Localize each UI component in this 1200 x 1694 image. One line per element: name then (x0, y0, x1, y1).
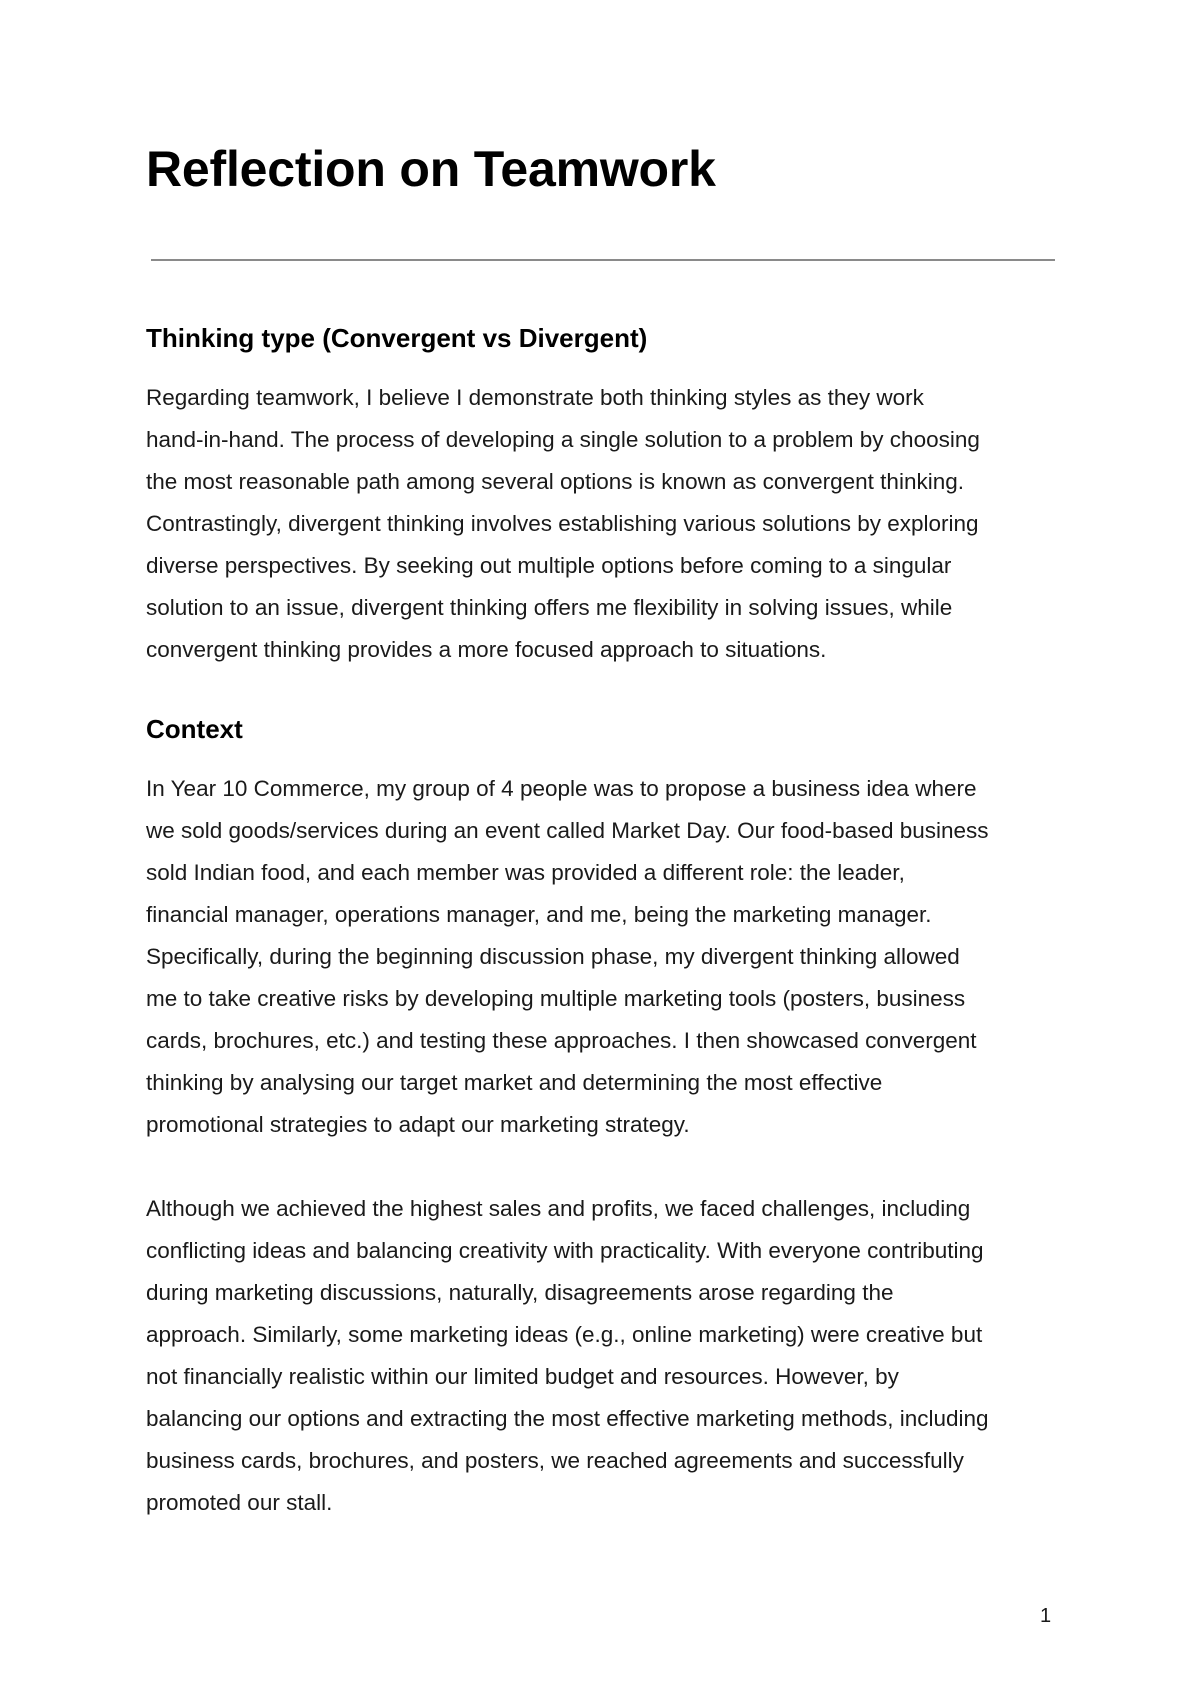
paragraph-line: In Year 10 Commerce, my group of 4 people was to propose a business idea where (146, 776, 977, 801)
paragraph-line: me to take creative risks by developing multiple marketing tools (posters, business (146, 986, 966, 1011)
section-heading-thinking-type: Thinking type (Convergent vs Divergent) (146, 323, 648, 353)
paragraph-line: Although we achieved the highest sales and profits, we faced challenges, including (146, 1196, 971, 1221)
context-paragraph-2 (146, 1188, 1066, 1524)
paragraph-line: Regarding teamwork, I believe I demonstrate both thinking styles as they work (146, 385, 924, 410)
paragraph-line: the most reasonable path among several options is known as convergent thinking. (146, 469, 964, 494)
paragraph-line: cards, brochures, etc.) and testing these approaches. I then showcased convergent (146, 1028, 977, 1053)
section-heading-context: Context (146, 714, 243, 744)
paragraph-line: Contrastingly, divergent thinking involves establishing various solutions by exploring (146, 511, 979, 536)
context-paragraph-1 (146, 768, 1066, 1146)
document-title: Reflection on Teamwork (146, 141, 716, 197)
paragraph-line: promoted our stall. (146, 1490, 333, 1515)
paragraph-line: promotional strategies to adapt our marketing strategy. (146, 1112, 690, 1137)
paragraph-line: Specifically, during the beginning discussion phase, my divergent thinking allowed (146, 944, 960, 969)
page-number: 1 (1040, 1605, 1052, 1627)
title-divider (151, 259, 1055, 261)
paragraph-line: conflicting ideas and balancing creativity with practicality. With everyone contributing (146, 1238, 984, 1263)
paragraph-line: thinking by analysing our target market and determining the most effective (146, 1070, 883, 1095)
paragraph-line: we sold goods/services during an event called Market Day. Our food-based business (146, 818, 989, 843)
paragraph-line: business cards, brochures, and posters, we reached agreements and successfully (146, 1448, 964, 1473)
paragraph-line: during marketing discussions, naturally, disagreements arose regarding the (146, 1280, 894, 1305)
paragraph-line: diverse perspectives. By seeking out multiple options before coming to a singular (146, 553, 952, 578)
paragraph-line: approach. Similarly, some marketing ideas (e.g., online marketing) were creative but (146, 1322, 983, 1347)
thinking-type-paragraph (146, 377, 1066, 671)
paragraph-line: not financially realistic within our limited budget and resources. However, by (146, 1364, 899, 1389)
paragraph-line: hand-in-hand. The process of developing a single solution to a problem by choosing (146, 427, 980, 452)
paragraph-line: convergent thinking provides a more focused approach to situations. (146, 637, 827, 662)
paragraph-line: solution to an issue, divergent thinking offers me flexibility in solving issues, while (146, 595, 953, 620)
paragraph-line: financial manager, operations manager, and me, being the marketing manager. (146, 902, 932, 927)
paragraph-line: balancing our options and extracting the most effective marketing methods, including (146, 1406, 989, 1431)
paragraph-line: sold Indian food, and each member was provided a different role: the leader, (146, 860, 905, 885)
